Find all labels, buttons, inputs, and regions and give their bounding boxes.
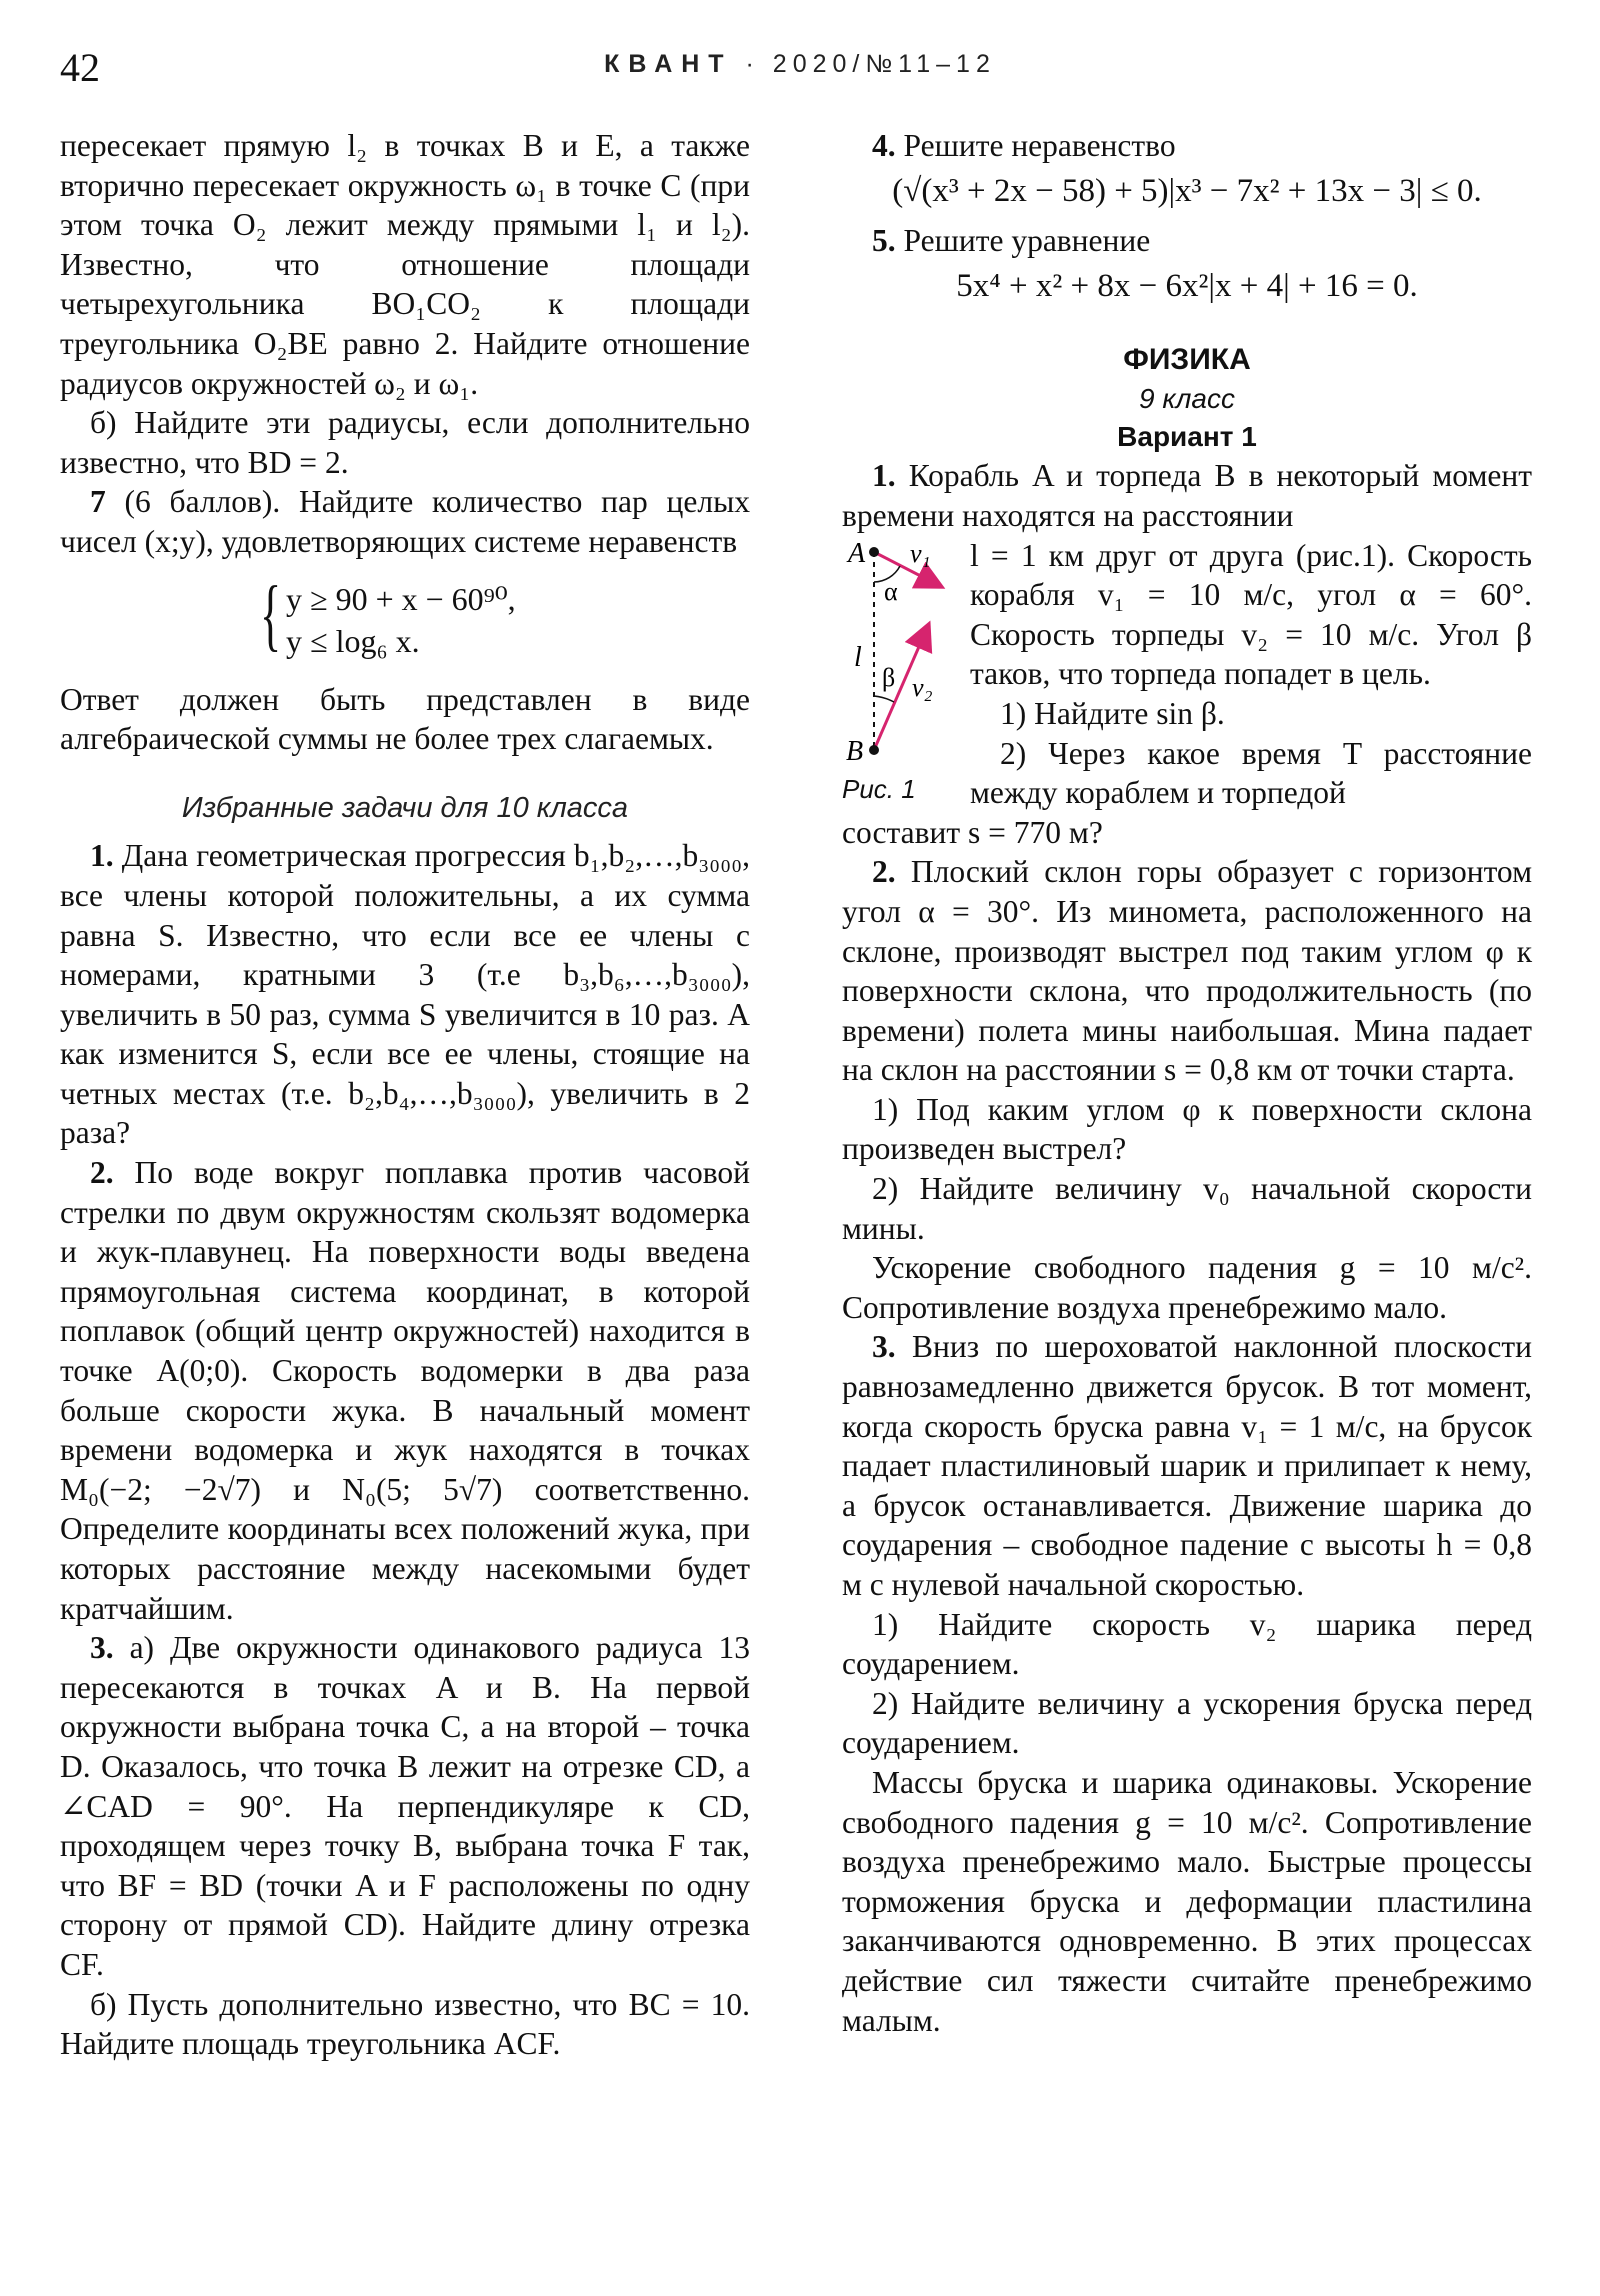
page-number: 42 — [60, 45, 100, 90]
problem-5-number: 5. — [872, 223, 896, 259]
problem-5-formula: 5x⁴ + x² + 8x − 6x²|x + 4| + 16 = 0. — [956, 267, 1418, 304]
grade10-problem-2-text: По воде вокруг поплавка против часовой стрелки по двум окружностям скользят водомерка и жук-плавунец. На поверхности воды введена прямоугольная система координат, в которой поплавок (общий центр окружностей) находится в точке A(0;0). Скорость водомерки в два раза больше скорости жука. В начальный момент времени водомерка и жук находятся в точках M₀(−2; −2√7) и N₀(5; 5√7) соответственно. Определите координаты всех положений жука, при которых расстояние между насекомыми будет кратчайшим. — [60, 1155, 750, 1626]
issue-info: · 2020/№11–12 — [745, 50, 996, 78]
figure-block — [842, 536, 1532, 813]
figure-1-diagram — [842, 536, 970, 766]
point-a — [869, 547, 879, 557]
grade10-problem-2-number: 2. — [90, 1155, 114, 1191]
physics-problem-2 — [842, 852, 1532, 1090]
physics-problem-1-q2: 2) Через какое время T расстояние между кораблем и торпедой — [970, 735, 1532, 811]
inequality-system — [260, 570, 750, 662]
label-alpha: α — [884, 576, 898, 606]
figure-side-text — [970, 536, 1532, 813]
physics-problem-1-intro-text: Корабль A и торпеда B в некоторый момент времени находятся на расстоянии — [842, 458, 1532, 533]
variant-label: Вариант 1 — [1117, 421, 1257, 453]
physics-problem-1-side: l = 1 км друг от друга (рис.1). Скорость корабля v₁ = 10 м/с, угол α = 60°. Скорость торпеды v₂ = 10 м/с. Угол β таков, что торпеда попадет в цель. — [970, 537, 1532, 692]
label-l: l — [854, 641, 862, 673]
left-column — [60, 126, 750, 2064]
journal-title: КВАНТ — [604, 50, 733, 78]
label-a: A — [848, 537, 866, 569]
system-line-2: y ≤ log₆ x. — [286, 622, 420, 659]
physics-problem-1-intro — [842, 456, 1532, 535]
physics-problem-2-note: Ускорение свободного падения g = 10 м/c². Сопротивление воздуха пренебрежимо мало. — [842, 1250, 1532, 1325]
physics-problem-3-text: Вниз по шероховатой наклонной плоскости равнозамедленно движется брусок. В тот момент, когда скорость бруска равна v₁ = 1 м/с, на брусок падает пластилиновый шарик и прилипает к нему, а брусок останавливается. Движение шарика до соударения – свободное падение с высоты h = 0,8 м с нулевой начальной скоростью. — [842, 1329, 1532, 1602]
label-v1: v₁ — [910, 538, 931, 568]
system-brace: { — [260, 570, 282, 659]
problem-4 — [842, 126, 1532, 166]
grade10-problem-3-text: а) Две окружности одинакового радиуса 13 пересекаются в точках A и B. На первой окружности выбрана точка C, а на второй – точка D. Оказалось, что точка B лежит на отрезке CD, а ∠CAD = 90°. На перпендикуляре к CD, проходящем через точку B, выбрана точка F так, что BF = BD (точки A и F расположены по одну сторону от прямой CD). Найдите длину отрезка CF. — [60, 1630, 750, 1982]
physics-problem-3 — [842, 1327, 1532, 1604]
problem-5 — [842, 221, 1532, 261]
grade-label: 9 класс — [1139, 383, 1235, 415]
figure-1-caption: Рис. 1 — [842, 773, 916, 804]
grade10-problem-2 — [60, 1153, 750, 1628]
label-v2: v₂ — [912, 672, 933, 702]
physics-problem-1-q1: 1) Найдите sin β. — [1000, 695, 1225, 731]
physics-problem-3-q1: 1) Найдите скорость v₂ шарика перед соударением. — [842, 1606, 1532, 1682]
physics-problem-2-q2: 2) Найдите величину v₀ начальной скорости мины. — [842, 1171, 1532, 1246]
running-header — [0, 50, 1600, 79]
physics-problem-1-number: 1. — [872, 458, 896, 494]
right-column — [842, 126, 1532, 2040]
problem-7-number: 7 — [90, 484, 106, 520]
grade10-problem-1 — [60, 836, 750, 1153]
physics-problem-1-end: составит s = 770 м? — [842, 814, 1103, 850]
physics-problem-3-note: Массы бруска и шарика одинаковы. Ускорение свободного падения g = 10 м/c². Сопротивление воздуха пренебрежимо мало. Быстрые процессы торможения бруска и деформации пластилина заканчиваются одновременно. В этих процессах действие сил тяжести считайте пренебрежимо малым. — [842, 1764, 1532, 2038]
system-lines — [286, 576, 516, 662]
grade-10-subheading: Избранные задачи для 10 класса — [181, 791, 629, 824]
section-title-physics: ФИЗИКА — [1123, 343, 1251, 377]
label-beta: β — [882, 662, 896, 692]
grade10-problem-3 — [60, 1628, 750, 1984]
physics-problem-2-q1: 1) Под каким углом φ к поверхности склона произведен выстрел? — [842, 1091, 1532, 1167]
grade10-problem-3-part-b: б) Пусть дополнительно известно, что BC = 10. Найдите площадь треугольника ACF. — [60, 1986, 750, 2062]
problem-5-text: Решите уравнение — [895, 223, 1151, 259]
physics-problem-3-q2: 2) Найдите величину a ускорения бруска перед соударением. — [842, 1685, 1532, 1761]
grade10-problem-1-text: Дана геометрическая прогрессия b₁,b₂,…,b₃₀₀₀, все члены которой положительны, а их сумма равна S. Известно, что если все ее члены с номерами, кратными 3 (т.е b₃,b₆,…,b₃₀₀₀), увеличить в 50 раз, сумма S увеличится в 10 раз. А как изменится S, если все ее члены, стоящие на четных местах (т.е. b₂,b₄,…,b₃₀₀₀), увеличить в 2 раза? — [60, 838, 750, 1151]
physics-problem-3-number: 3. — [872, 1329, 896, 1365]
figure-1 — [842, 536, 970, 804]
grade10-problem-3-number: 3. — [90, 1630, 114, 1666]
problem-6-part-b: б) Найдите эти радиусы, если дополнительно известно, что BD = 2. — [60, 405, 750, 480]
grade10-problem-1-number: 1. — [90, 838, 114, 874]
problem-7 — [60, 482, 750, 561]
problem-4-formula: (√(x³ + 2x − 58) + 5)|x³ − 7x² + 13x − 3| ≤ 0. — [892, 172, 1482, 209]
physics-problem-2-number: 2. — [872, 854, 896, 890]
problem-7-text: (6 баллов). Найдите количество пар целых чисел (x;y), удовлетворяющих системе неравенств — [60, 484, 750, 559]
problem-4-number: 4. — [872, 128, 896, 163]
answer-note: Ответ должен быть представлен в виде алгебраической суммы не более трех слагаемых. — [60, 681, 750, 757]
point-b — [869, 745, 879, 755]
physics-problem-2-text: Плоский склон горы образует с горизонтом угол α = 30°. Из миномета, расположенного на склоне, производят выстрел под таким углом φ к поверхности склона, что продолжительность (по времени) полета мины наибольшая. Мина падает на склон на расстоянии s = 0,8 км от точки старта. — [842, 854, 1532, 1088]
beta-arc — [874, 696, 894, 702]
system-line-1: y ≥ 90 + x − 60⁹⁰, — [286, 580, 516, 617]
problem-4-text: Решите неравенство — [895, 128, 1176, 163]
label-b: B — [846, 735, 864, 766]
problem-6-continuation: пересекает прямую l₂ в точках B и E, а также вторично пересекает окружность ω₁ в точке C (при этом точка O₂ лежит между прямыми l₁ и l₂). Известно, что отношение площади четырехугольника BO₁CO₂ к площади треугольника O₂BE равно 2. Найдите отношение радиусов окружностей ω₂ и ω₁. — [60, 128, 750, 401]
